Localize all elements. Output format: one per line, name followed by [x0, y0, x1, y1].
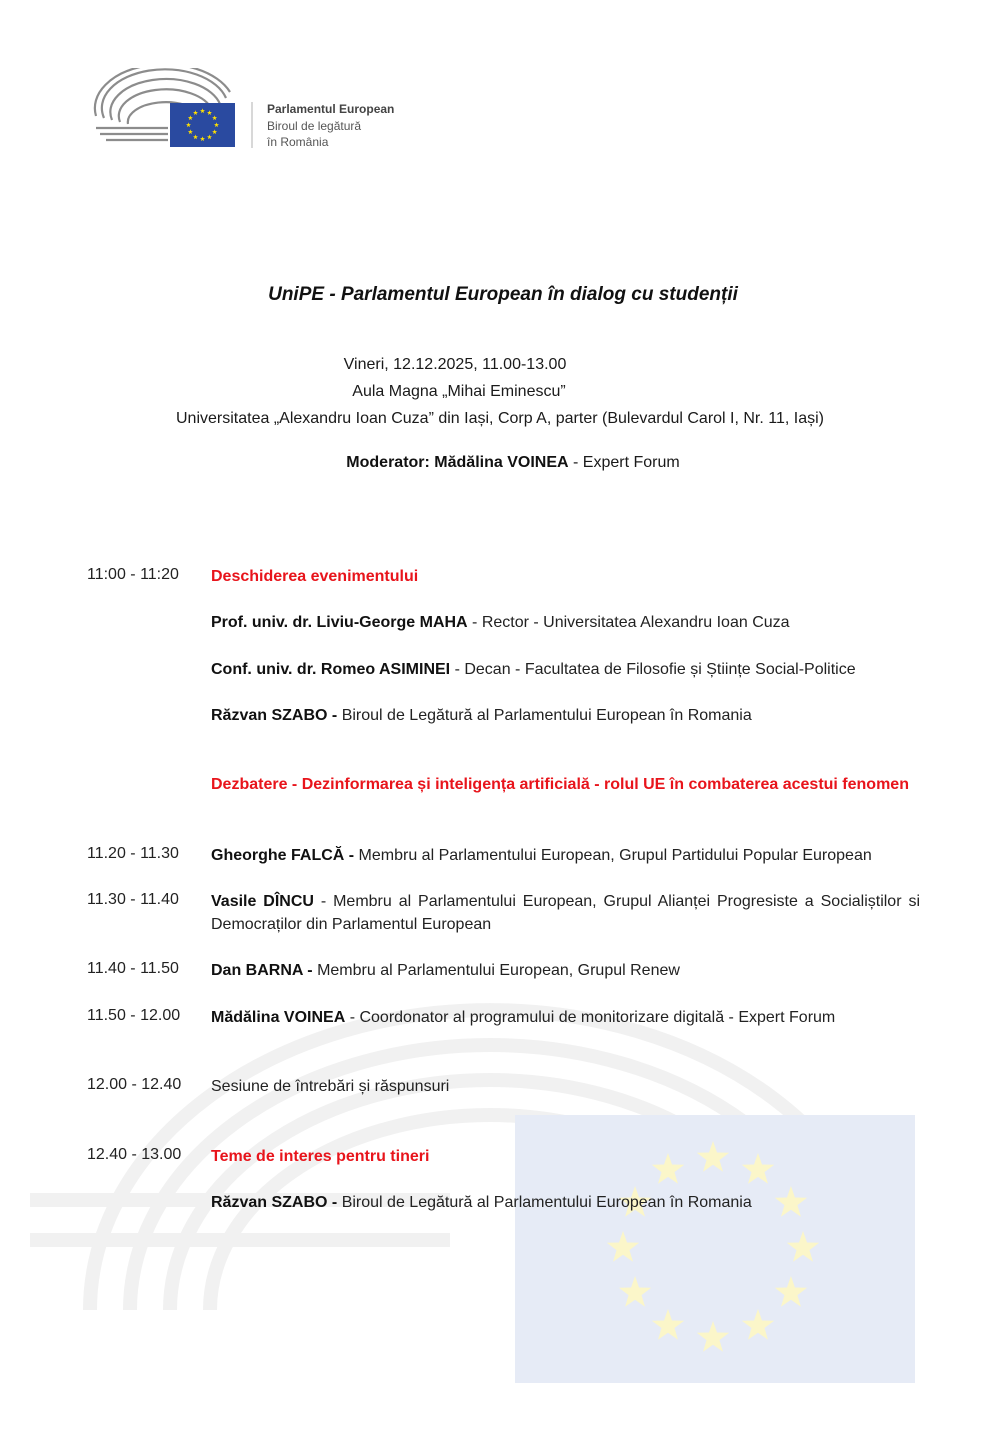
speaker-line: [211, 611, 920, 634]
speaker-name: Răzvan SZABO -: [211, 1194, 338, 1211]
speaker-name: Gheorghe FALCĂ -: [211, 847, 355, 864]
session-time: 11.20 - 11.30: [87, 845, 179, 862]
speaker-role: - Rector - Universitatea Alexandru Ioan Cuza: [467, 614, 790, 631]
session-time: 11.40 - 11.50: [87, 960, 179, 977]
session-title: Deschiderea evenimentului: [211, 568, 419, 585]
speaker-role: - Coordonator al programului de monitorizare digitală - Expert Forum: [345, 1009, 836, 1026]
speaker-role: Biroul de Legătură al Parlamentului European în Romania: [337, 1194, 752, 1211]
event-date: Vineri, 12.12.2025, 11.00-13.00: [343, 356, 567, 373]
speaker-line: [211, 1191, 920, 1214]
speaker-line: [211, 1006, 920, 1029]
session-time: 11:00 - 11:20: [87, 566, 179, 583]
speaker-role: Membru al Parlamentului European, Grupul Partidului Popular European: [354, 847, 872, 864]
speaker-line: [211, 844, 920, 867]
session-time: 11.30 - 11.40: [87, 891, 179, 908]
speaker-line: [211, 890, 920, 936]
moderator-line: [10, 454, 1006, 472]
org-name: [267, 101, 394, 151]
speaker-role: - Membru al Parlamentului European, Grupul Alianței Progresiste a Socialiștilor si Democraților din Parlamentul European: [211, 893, 920, 933]
speaker-role: Membru al Parlamentului European, Grupul Renew: [312, 962, 680, 979]
speaker-line: [211, 959, 920, 982]
session-title: Sesiune de întrebări și răspunsuri: [211, 1078, 450, 1095]
speaker-name: Vasile DÎNCU: [211, 893, 314, 910]
speaker-line: [211, 658, 920, 681]
event-venue: Aula Magna „Mihai Eminescu”: [352, 383, 566, 400]
event-address: Universitatea „Alexandru Ioan Cuza” din Iași, Corp A, parter (Bulevardul Carol I, Nr. 11, Iași): [176, 410, 824, 427]
session-time: 11.50 - 12.00: [87, 1007, 181, 1024]
org-line-1: Parlamentul European: [267, 102, 395, 116]
speaker-role: - Decan - Facultatea de Filosofie și Științe Social-Politice: [450, 661, 856, 678]
org-line-3: în România: [267, 135, 329, 149]
speaker-name: Mădălina VOINEA: [211, 1009, 346, 1026]
page-title: UniPE - Parlamentul European în dialog cu studenții: [268, 284, 738, 305]
debate-title: Dezbatere - Dezinformarea și inteligența artificială - rolul UE în combaterea acestui fenomen: [211, 776, 909, 793]
speaker-line: [211, 704, 920, 727]
session-time: 12.00 - 12.40: [87, 1076, 182, 1093]
moderator-label: Moderator: Mădălina VOINEA: [346, 454, 569, 471]
speaker-name: Răzvan SZABO -: [211, 707, 338, 724]
session-title: Teme de interes pentru tineri: [211, 1148, 430, 1165]
speaker-name: Prof. univ. dr. Liviu-George MAHA: [211, 614, 468, 631]
session-time: 12.40 - 13.00: [87, 1146, 182, 1163]
speaker-name: Conf. univ. dr. Romeo ASIMINEI: [211, 661, 451, 678]
org-line-2: Biroul de legătură: [267, 118, 362, 133]
speaker-role: Biroul de Legătură al Parlamentului European în Romania: [337, 707, 752, 724]
moderator-org: - Expert Forum: [568, 454, 680, 471]
speaker-name: Dan BARNA -: [211, 962, 313, 979]
